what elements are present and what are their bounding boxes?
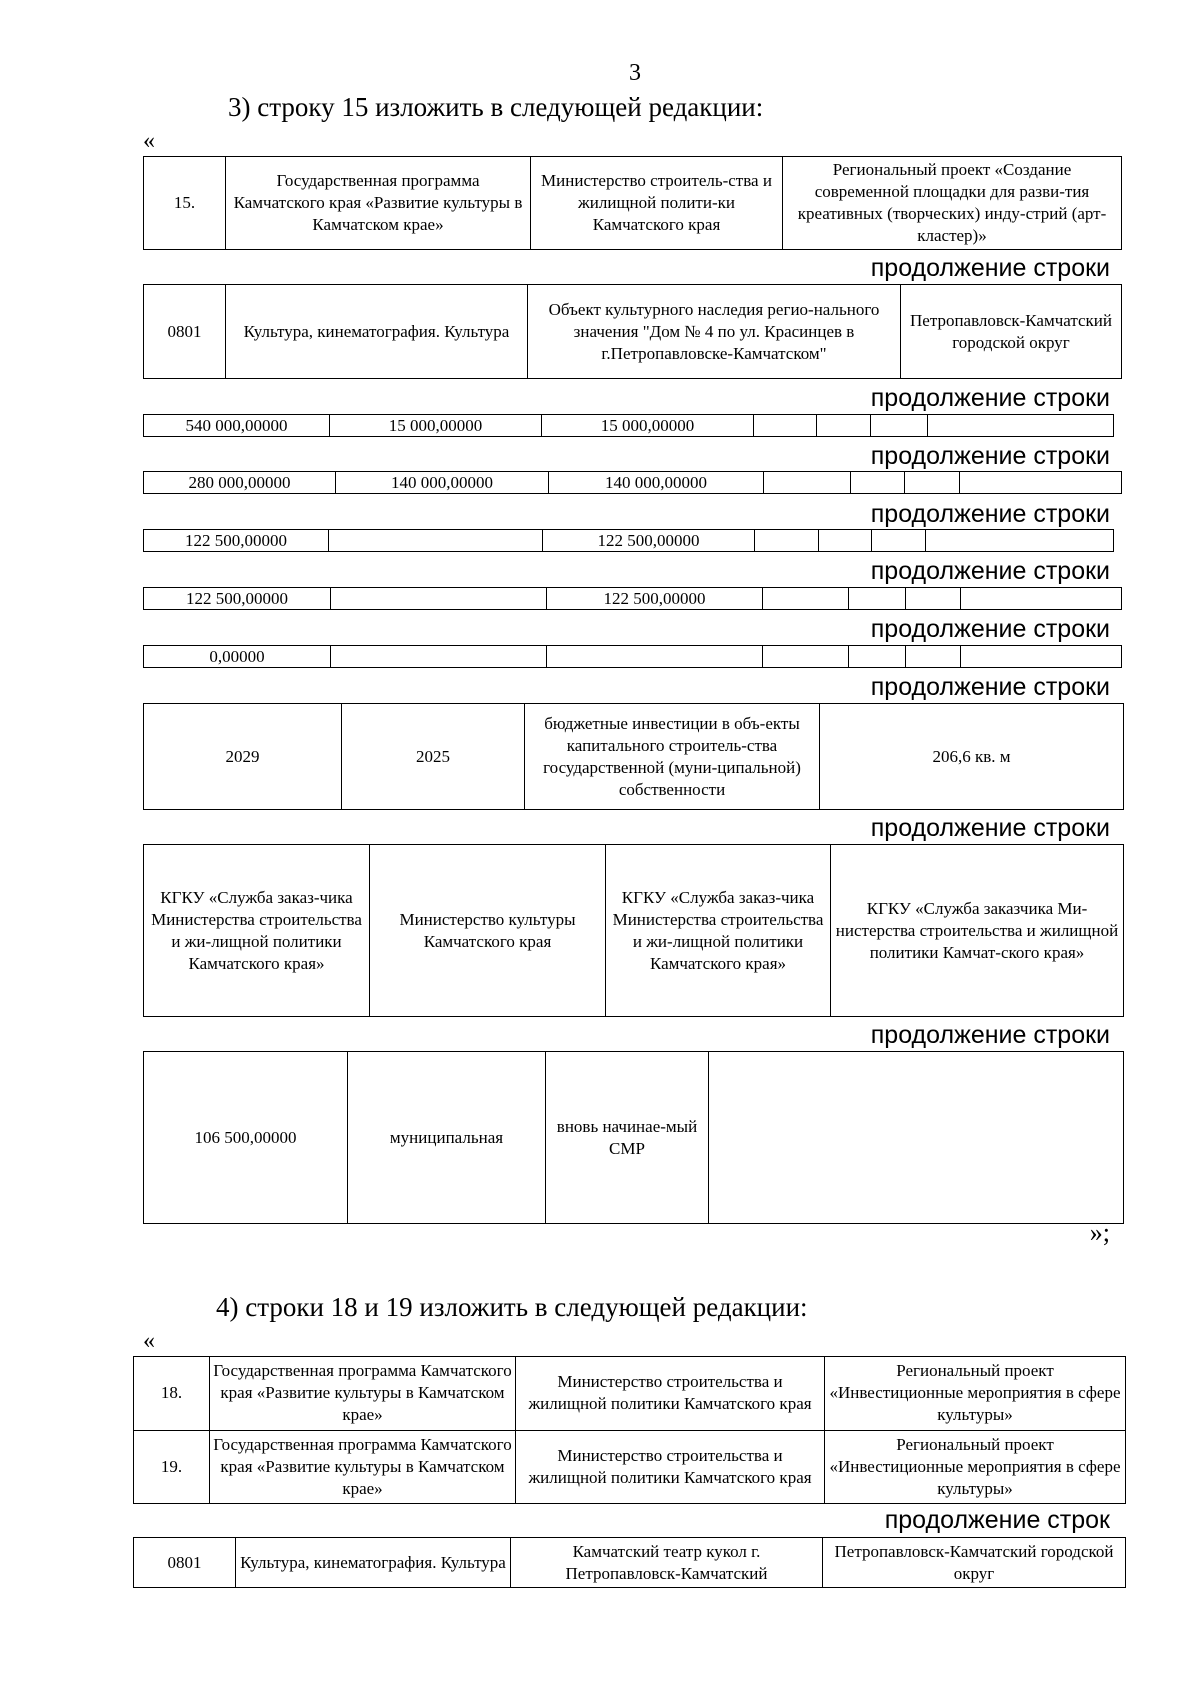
table-cell <box>764 472 851 494</box>
table-row <box>144 157 1122 250</box>
ownership-form: муниципальная <box>348 1052 546 1224</box>
main-administrator: Министерство культуры Камчатского края <box>370 845 606 1017</box>
table-cell <box>905 472 960 494</box>
table-cell: 122 500,00000 <box>547 588 763 610</box>
section-name: Культура, кинематография. Культура <box>226 285 528 379</box>
table-row <box>144 472 1122 494</box>
table-cell <box>763 646 849 668</box>
end-year: 2029 <box>144 704 342 810</box>
table-cell: 15 000,00000 <box>542 415 754 437</box>
open-quote: « <box>143 128 155 154</box>
table-cell: 15 000,00000 <box>330 415 542 437</box>
ownership-table <box>143 1051 1124 1224</box>
table-cell <box>906 646 961 668</box>
table-cell <box>547 646 763 668</box>
developer: КГКУ «Служба заказ-чика Министерства строительства и жи-лищной политики Камчатского края» <box>606 845 831 1017</box>
project-name: Региональный проект «Инвестиционные мероприятия в сфере культуры» <box>825 1357 1126 1431</box>
table-cell <box>872 530 926 552</box>
table-cell <box>819 530 872 552</box>
continuation-label: продолжение строки <box>870 615 1110 643</box>
ministry-name: Министерство строительства и жилищной политики Камчатского края <box>516 1357 825 1431</box>
amount: 106 500,00000 <box>144 1052 348 1224</box>
investment-type: бюджетные инвестиции в объ-екты капитального строитель-ства государственной (муни-ципальной) собственности <box>525 704 820 810</box>
table-row <box>144 704 1124 810</box>
table-cell: 540 000,00000 <box>144 415 330 437</box>
ministry-name: Министерство строитель-ства и жилищной полити-ки Камчатского края <box>531 157 783 250</box>
table-row <box>144 530 1114 552</box>
table-cell <box>849 588 906 610</box>
table-cell: 140 000,00000 <box>549 472 764 494</box>
continuation-label: продолжение строки <box>870 814 1110 842</box>
table-row <box>144 1052 1124 1224</box>
table-cell <box>906 588 961 610</box>
financing-table-2 <box>143 471 1122 494</box>
table-row <box>144 415 1114 437</box>
ministry-name: Министерство строительства и жилищной политики Камчатского края <box>516 1430 825 1504</box>
municipality: Петропавловск-Камчатский городской округ <box>823 1538 1126 1588</box>
row-15-object-table <box>143 284 1122 379</box>
table-cell: 0,00000 <box>144 646 331 668</box>
table-cell: 122 500,00000 <box>144 530 329 552</box>
table-cell: 280 000,00000 <box>144 472 336 494</box>
project-name: Региональный проект «Создание современной площадки для разви-тия креативных (творческих) инду-стрий (арт-кластер)» <box>783 157 1122 250</box>
section-3-heading: 3) строку 15 изложить в следующей редакции: <box>228 92 764 122</box>
financing-table-1 <box>143 414 1114 437</box>
page-number: 3 <box>629 60 641 86</box>
project-name: Региональный проект «Инвестиционные мероприятия в сфере культуры» <box>825 1430 1126 1504</box>
financing-table-3 <box>143 529 1114 552</box>
table-cell: 122 500,00000 <box>144 588 331 610</box>
section-4-heading: 4) строки 18 и 19 изложить в следующей редакции: <box>216 1292 808 1322</box>
table-cell <box>329 530 543 552</box>
close-quote: »; <box>1089 1218 1110 1247</box>
section-code: 0801 <box>134 1538 236 1588</box>
continuation-label: продолжение строки <box>870 384 1110 412</box>
financing-table-5 <box>143 645 1122 668</box>
continuation-label: продолжение строки <box>870 254 1110 282</box>
program-name: Государственная программа Камчатского края «Развитие культуры в Камчатском крае» <box>210 1357 516 1431</box>
open-quote: « <box>143 1328 155 1354</box>
row-number: 15. <box>144 157 226 250</box>
table-cell <box>754 415 817 437</box>
table-cell <box>961 588 1122 610</box>
theatre-table <box>133 1537 1126 1588</box>
municipality: Петропавловск-Камчатский городской округ <box>901 285 1122 379</box>
object-name: Камчатский театр кукол г. Петропавловск-Камчатский <box>511 1538 823 1588</box>
table-row <box>144 285 1122 379</box>
table-row <box>134 1430 1126 1504</box>
table-row <box>144 845 1124 1017</box>
program-name: Государственная программа Камчатского края «Развитие культуры в Камчатском крае» <box>210 1430 516 1504</box>
continuation-label: продолжение строки <box>870 1021 1110 1049</box>
table-row <box>144 646 1122 668</box>
financing-table-4 <box>143 587 1122 610</box>
object-name: Объект культурного наследия регио-нального значения "Дом № 4 по ул. Красинцев в г.Петропавловске-Камчатском" <box>528 285 901 379</box>
table-cell <box>926 530 1114 552</box>
table-cell <box>331 646 547 668</box>
table-cell <box>709 1052 1124 1224</box>
table-cell <box>961 646 1122 668</box>
table-row <box>134 1357 1126 1431</box>
table-cell <box>763 588 849 610</box>
section-name: Культура, кинематография. Культура <box>236 1538 511 1588</box>
table-row <box>134 1538 1126 1588</box>
continuation-label: продолжение строки <box>870 500 1110 528</box>
table-cell <box>871 415 928 437</box>
program-name: Государственная программа Камчатского края «Развитие культуры в Камчатском крае» <box>226 157 531 250</box>
capacity: 206,6 кв. м <box>820 704 1124 810</box>
table-cell <box>851 472 905 494</box>
continuation-label: продолжение строк <box>884 1506 1110 1534</box>
dates-table <box>143 703 1124 810</box>
rows-18-19-table <box>133 1356 1126 1504</box>
continuation-label: продолжение строки <box>870 442 1110 470</box>
continuation-label: продолжение строки <box>870 673 1110 701</box>
table-cell: 122 500,00000 <box>543 530 755 552</box>
table-cell <box>960 472 1122 494</box>
customers-table <box>143 844 1124 1017</box>
table-cell <box>755 530 819 552</box>
table-cell <box>928 415 1114 437</box>
row-15-main-table <box>143 156 1122 250</box>
table-cell <box>817 415 871 437</box>
table-cell <box>849 646 906 668</box>
work-stage: вновь начинае-мый СМР <box>546 1052 709 1224</box>
start-year: 2025 <box>342 704 525 810</box>
continuation-label: продолжение строки <box>870 557 1110 585</box>
executor: КГКУ «Служба заказчика Ми-нистерства строительства и жилищной политики Камчат-ского края» <box>831 845 1124 1017</box>
table-cell: 140 000,00000 <box>336 472 549 494</box>
table-cell <box>331 588 547 610</box>
customer: КГКУ «Служба заказ-чика Министерства строительства и жи-лищной политики Камчатского края» <box>144 845 370 1017</box>
row-number: 18. <box>134 1357 210 1431</box>
table-row <box>144 588 1122 610</box>
row-number: 19. <box>134 1430 210 1504</box>
section-code: 0801 <box>144 285 226 379</box>
